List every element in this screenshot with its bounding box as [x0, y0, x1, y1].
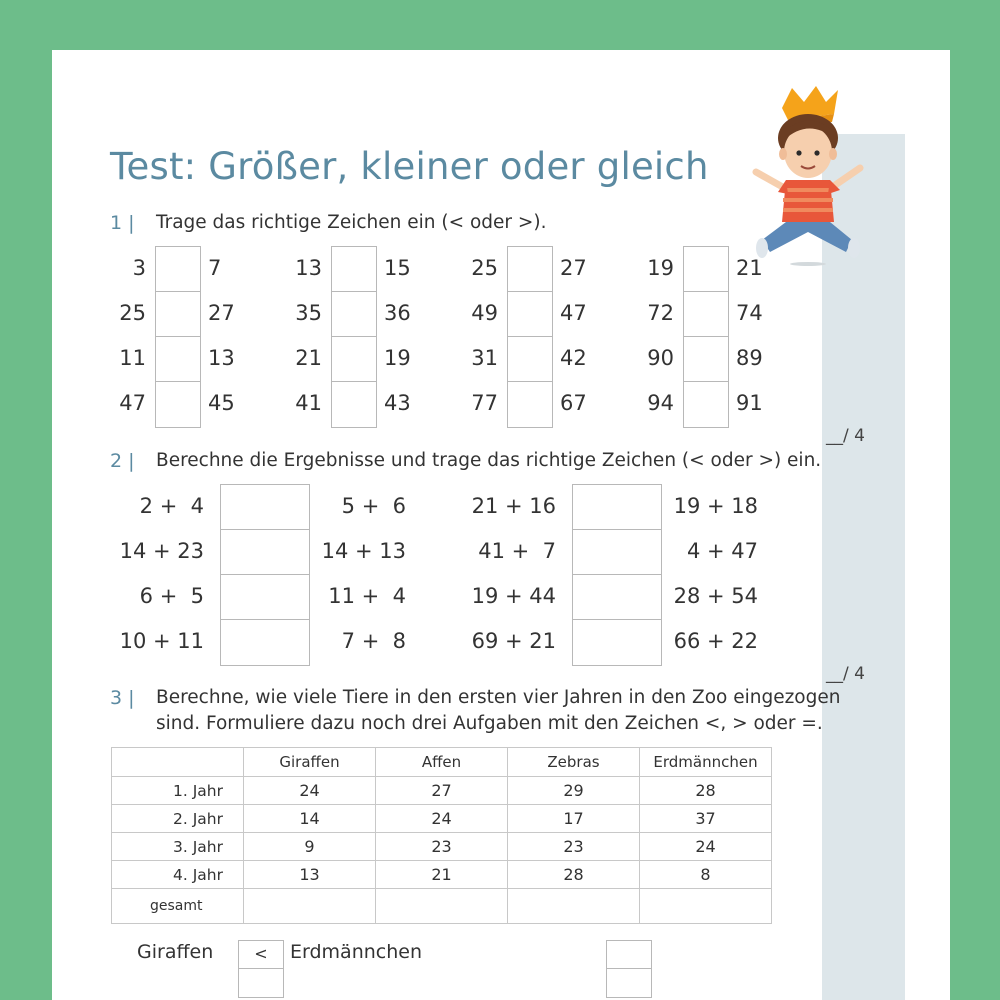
- row-label: 3. Jahr: [112, 833, 244, 861]
- task-1-answer-box[interactable]: [156, 337, 200, 382]
- answer-sign-blank[interactable]: [607, 941, 651, 969]
- example-left-label: Giraffen: [137, 941, 214, 963]
- task-2-right-expression: 66 + 22: [673, 629, 758, 653]
- table-row: [112, 861, 772, 889]
- table-cell: 27: [376, 777, 508, 805]
- task-1-left-number: 25: [119, 301, 146, 325]
- task-2-right-expression: 19 + 18: [673, 494, 758, 518]
- task-1-score: __/ 4: [826, 426, 865, 446]
- task-1-answer-box[interactable]: [508, 247, 552, 292]
- worksheet: [52, 50, 950, 1000]
- task-2-answer-box[interactable]: [221, 575, 309, 620]
- table-cell: 24: [376, 805, 508, 833]
- task-1-right-number: 67: [560, 391, 587, 415]
- task-2-left-expression: 69 + 21: [471, 629, 556, 653]
- table-header-row: [112, 748, 772, 777]
- example-sign-blank[interactable]: [239, 969, 283, 996]
- task-1-number: 1 |: [110, 212, 135, 234]
- task-1-right-number: 91: [736, 391, 763, 415]
- table-cell: 14: [244, 805, 376, 833]
- task-2-score: __/ 4: [826, 664, 865, 684]
- task-2-left-expression: 19 + 44: [471, 584, 556, 608]
- task-1-left-number: 35: [295, 301, 322, 325]
- table-cell: 37: [640, 805, 772, 833]
- table-cell: 28: [508, 861, 640, 889]
- example-right-label: Erdmännchen: [290, 941, 422, 963]
- task-2-left-expression: 10 + 11: [119, 629, 204, 653]
- table-header-zebras: Zebras: [508, 748, 640, 777]
- task-1-right-number: 43: [384, 391, 411, 415]
- task-1-left-number: 3: [132, 256, 146, 280]
- boy-with-crown-illustration: [748, 80, 868, 270]
- task-1-answer-box[interactable]: [684, 337, 728, 382]
- table-cell: 23: [508, 833, 640, 861]
- table-header-empty: [112, 748, 244, 777]
- table-header-giraffen: Giraffen: [244, 748, 376, 777]
- task-2-right-expression: 11 + 4: [328, 584, 406, 608]
- task-1-left-number: 31: [471, 346, 498, 370]
- task-1-right-number: 74: [736, 301, 763, 325]
- task-1-left-number: 25: [471, 256, 498, 280]
- task-1-answer-box[interactable]: [332, 292, 376, 337]
- task-1-answer-column: [331, 246, 377, 428]
- task-3-number: 3 |: [110, 687, 135, 709]
- task-1-answer-box[interactable]: [156, 247, 200, 292]
- task-2-answer-box[interactable]: [221, 530, 309, 575]
- task-1-left-number: 41: [295, 391, 322, 415]
- table-row: [112, 833, 772, 861]
- row-label: 2. Jahr: [112, 805, 244, 833]
- task-1-answer-box[interactable]: [684, 247, 728, 292]
- task-1-left-number: 47: [119, 391, 146, 415]
- task-2-instruction: Berechne die Ergebnisse und trage das richtige Zeichen (< oder >) ein.: [156, 450, 822, 471]
- task-1-left-number: 72: [647, 301, 674, 325]
- task-2-number: 2 |: [110, 450, 135, 472]
- task-1-right-number: 42: [560, 346, 587, 370]
- task-1-answer-column: [683, 246, 729, 428]
- total-label: gesamt: [112, 889, 244, 924]
- table-cell: 13: [244, 861, 376, 889]
- total-input-erdmaennchen[interactable]: [640, 889, 772, 924]
- task-1-answer-box[interactable]: [332, 247, 376, 292]
- task-2-answer-box[interactable]: [573, 620, 661, 665]
- table-cell: 21: [376, 861, 508, 889]
- task-1-left-number: 90: [647, 346, 674, 370]
- table-total-row: [112, 889, 772, 924]
- task-1-right-number: 47: [560, 301, 587, 325]
- task-2-right-expression: 14 + 13: [321, 539, 406, 563]
- table-header-erdmaennchen: Erdmännchen: [640, 748, 772, 777]
- example-sign: <: [239, 941, 283, 969]
- task-2-answer-box[interactable]: [221, 485, 309, 530]
- total-input-zebras[interactable]: [508, 889, 640, 924]
- task-2-left-expression: 6 + 5: [139, 584, 204, 608]
- task-1-left-number: 94: [647, 391, 674, 415]
- task-2-right-expression: 4 + 47: [686, 539, 758, 563]
- task-1-answer-box[interactable]: [332, 337, 376, 382]
- task-2-answer-column: [572, 484, 662, 666]
- task-3-instruction-line-2: sind. Formuliere dazu noch drei Aufgaben mit den Zeichen <, > oder =.: [156, 713, 823, 734]
- task-1-right-number: 15: [384, 256, 411, 280]
- task-3-instruction-line-1: Berechne, wie viele Tiere in den ersten vier Jahren in den Zoo eingezogen: [156, 687, 841, 708]
- table-cell: 23: [376, 833, 508, 861]
- table-cell: 9: [244, 833, 376, 861]
- task-1-answer-box[interactable]: [684, 292, 728, 337]
- task-1-right-number: 21: [736, 256, 763, 280]
- task-1-answer-column: [507, 246, 553, 428]
- task-1-left-number: 19: [647, 256, 674, 280]
- table-row: [112, 777, 772, 805]
- task-1-left-number: 13: [295, 256, 322, 280]
- answer-sign-box[interactable]: [606, 940, 652, 998]
- task-1-left-number: 77: [471, 391, 498, 415]
- task-1-right-number: 19: [384, 346, 411, 370]
- task-2-answer-box[interactable]: [573, 575, 661, 620]
- table-cell: 29: [508, 777, 640, 805]
- table-header-affen: Affen: [376, 748, 508, 777]
- task-1-answer-box[interactable]: [508, 292, 552, 337]
- task-2-answer-box[interactable]: [221, 620, 309, 665]
- table-cell: 24: [244, 777, 376, 805]
- task-2-right-expression: 28 + 54: [673, 584, 758, 608]
- task-2-answer-box[interactable]: [573, 485, 661, 530]
- task-1-right-number: 13: [208, 346, 235, 370]
- zoo-table: [111, 747, 772, 924]
- task-1-left-number: 11: [119, 346, 146, 370]
- task-2-answer-column: [220, 484, 310, 666]
- task-1-answer-box[interactable]: [508, 382, 552, 427]
- task-1-right-number: 27: [208, 301, 235, 325]
- task-2-answer-box[interactable]: [573, 530, 661, 575]
- task-2-left-expression: 2 + 4: [139, 494, 204, 518]
- total-input-giraffen[interactable]: [244, 889, 376, 924]
- task-2-left-expression: 41 + 7: [478, 539, 556, 563]
- example-sign-box[interactable]: [238, 940, 284, 998]
- total-input-affen[interactable]: [376, 889, 508, 924]
- row-label: 1. Jahr: [112, 777, 244, 805]
- task-2-right-expression: 5 + 6: [341, 494, 406, 518]
- task-1-answer-box[interactable]: [156, 292, 200, 337]
- task-1-right-number: 89: [736, 346, 763, 370]
- task-1-answer-box[interactable]: [684, 382, 728, 427]
- task-1-right-number: 27: [560, 256, 587, 280]
- answer-sign-blank[interactable]: [607, 969, 651, 996]
- task-1-right-number: 36: [384, 301, 411, 325]
- task-1-right-number: 7: [208, 256, 222, 280]
- row-label: 4. Jahr: [112, 861, 244, 889]
- task-1-left-number: 21: [295, 346, 322, 370]
- table-row: [112, 805, 772, 833]
- table-cell: 24: [640, 833, 772, 861]
- table-cell: 8: [640, 861, 772, 889]
- task-1-instruction: Trage das richtige Zeichen ein (< oder >).: [156, 212, 547, 233]
- task-1-right-number: 45: [208, 391, 235, 415]
- page-title: Test: Größer, kleiner oder gleich: [110, 145, 709, 188]
- task-1-answer-box[interactable]: [156, 382, 200, 427]
- table-cell: 28: [640, 777, 772, 805]
- task-1-left-number: 49: [471, 301, 498, 325]
- task-1-answer-box[interactable]: [332, 382, 376, 427]
- task-2-left-expression: 14 + 23: [119, 539, 204, 563]
- task-2-left-expression: 21 + 16: [471, 494, 556, 518]
- task-1-answer-column: [155, 246, 201, 428]
- table-cell: 17: [508, 805, 640, 833]
- task-1-answer-box[interactable]: [508, 337, 552, 382]
- task-2-right-expression: 7 + 8: [341, 629, 406, 653]
